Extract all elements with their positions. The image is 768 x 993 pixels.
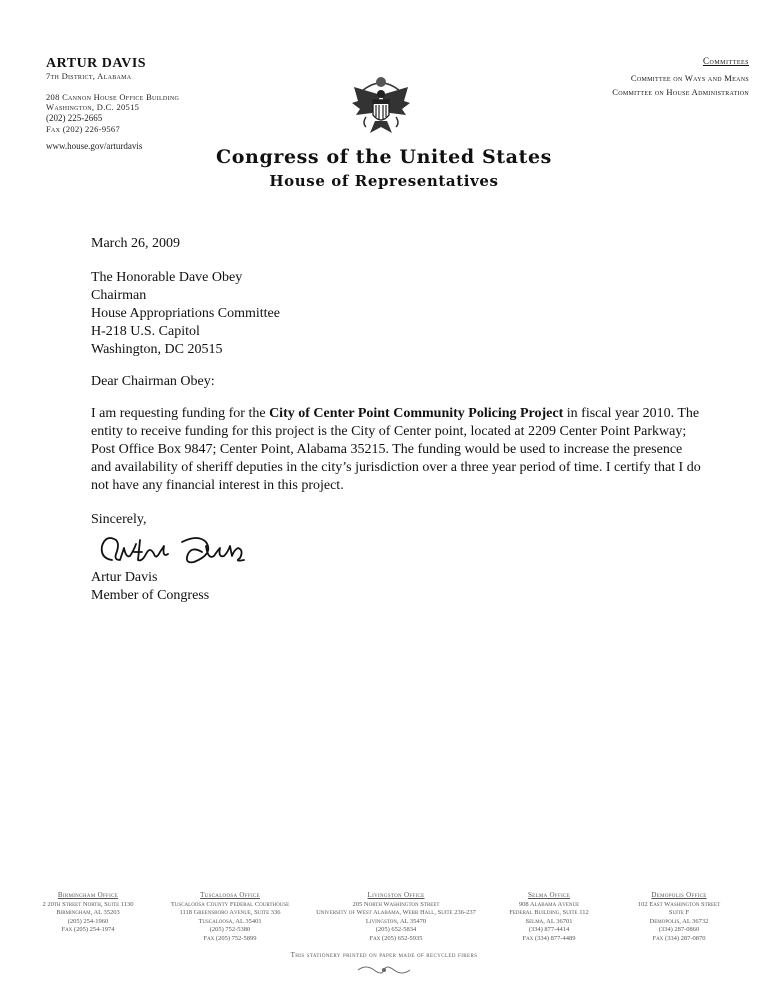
signer-name: Artur Davis: [91, 570, 158, 585]
congress-title: Congress of the United States: [216, 146, 552, 168]
office-line: (205) 652-5834: [375, 926, 417, 933]
office-line: Demopolis, AL 36732: [649, 917, 709, 925]
office-line: Federal Building, Suite 112: [509, 909, 589, 916]
paragraph-text-end: in fiscal year 2010. The entity to receive funding for this project is the City of Center point, located at 2209 Center Point Parkway; Post Office Box 9847; Center Point, Alabama 35215. The funding would be used to increase the presence and availability of sheriff deputies in the city’s jurisdiction over a three year period of time. I certify that I do not have any financial interest in this project.: [91, 406, 701, 493]
office-line: (205) 254-1960: [67, 917, 109, 925]
office-demopolis: [618, 891, 740, 943]
salutation: Dear Chairman Obey:: [91, 374, 215, 389]
recipient-line: H-218 U.S. Capitol: [91, 324, 200, 339]
office-phone: (202) 225-2665: [46, 113, 103, 123]
office-line: 102 East Washington Street: [637, 900, 721, 908]
office-title: Birmingham Office: [57, 891, 119, 899]
committees-title: Committees: [702, 56, 749, 66]
office-line: 205 North Washington Street: [352, 900, 440, 908]
office-title: Demopolis Office: [651, 891, 707, 899]
member-name: ARTUR DAVIS: [46, 56, 147, 71]
office-line: Livingston, AL 35470: [365, 917, 427, 925]
office-tuscaloosa: [160, 891, 300, 943]
office-line: Fax (205) 254-1974: [61, 926, 115, 933]
office-livingston: [312, 891, 480, 943]
website-link[interactable]: www.house.gov/arturdavis: [46, 141, 143, 151]
letter-date: March 26, 2009: [91, 236, 181, 251]
office-line: (334) 877-4414: [528, 926, 570, 933]
office-title: Livingston Office: [367, 891, 425, 899]
closing: Sincerely,: [91, 512, 147, 527]
office-title: Tuscaloosa Office: [200, 891, 260, 899]
committees-block: [612, 56, 749, 99]
project-name: City of Center Point Community Policing Project: [269, 406, 564, 421]
office-line: 1118 Greensboro Avenue, Suite 336: [179, 909, 281, 916]
paragraph-text-start: I am requesting funding for the: [91, 406, 270, 421]
office-line: 2 20th Street North, Suite 1130: [42, 900, 134, 908]
office-fax: Fax (202) 226-9567: [46, 124, 121, 134]
office-line: Birmingham, AL 35203: [56, 909, 120, 916]
recipient-line: House Appropriations Committee: [91, 306, 280, 321]
office-address-line-1: 208 Cannon House Office Building: [46, 92, 180, 102]
office-line: (205) 752-5380: [209, 926, 251, 933]
eagle-seal-icon: [348, 73, 414, 139]
office-address-line-2: Washington, D.C. 20515: [46, 102, 140, 112]
office-line: Tuscaloosa, AL 35401: [198, 917, 262, 925]
office-title: Selma Office: [527, 891, 571, 899]
office-line: (334) 287-0860: [658, 926, 700, 933]
recipient-line: Chairman: [91, 288, 147, 303]
recycled-paper-note: This stationery printed on paper made of recycled fibers: [290, 951, 478, 959]
recipient-line: The Honorable Dave Obey: [91, 270, 243, 285]
office-birmingham: [28, 891, 148, 935]
body-paragraph: [91, 405, 703, 495]
handwritten-signature: [94, 530, 254, 570]
office-selma: [490, 891, 608, 943]
recipient-block: [91, 269, 701, 359]
office-line: 908 Alabama Avenue: [518, 900, 580, 908]
office-line: Fax (334) 287-0870: [652, 934, 706, 942]
recipient-line: Washington, DC 20515: [91, 342, 223, 357]
office-line: Fax (205) 752-5899: [203, 934, 257, 942]
office-line: Tuscaloosa County Federal Courthouse: [170, 900, 290, 908]
office-line: Fax (334) 877-4489: [522, 934, 576, 942]
committee-item: Committee on House Administration: [612, 87, 749, 97]
office-line: University of West Alabama, Webb Hall, Suite 236-237: [316, 909, 476, 916]
office-line: Selma, AL 36701: [525, 917, 573, 925]
signer-title: Member of Congress: [91, 588, 210, 603]
committee-item: Committee on Ways and Means: [630, 73, 749, 83]
office-line: Fax (205) 652-5935: [369, 934, 423, 942]
ornament-icon: [356, 964, 412, 976]
house-title: House of Representatives: [269, 172, 499, 190]
district: 7th District, Alabama: [46, 71, 132, 81]
office-line: Suite F: [668, 909, 690, 916]
